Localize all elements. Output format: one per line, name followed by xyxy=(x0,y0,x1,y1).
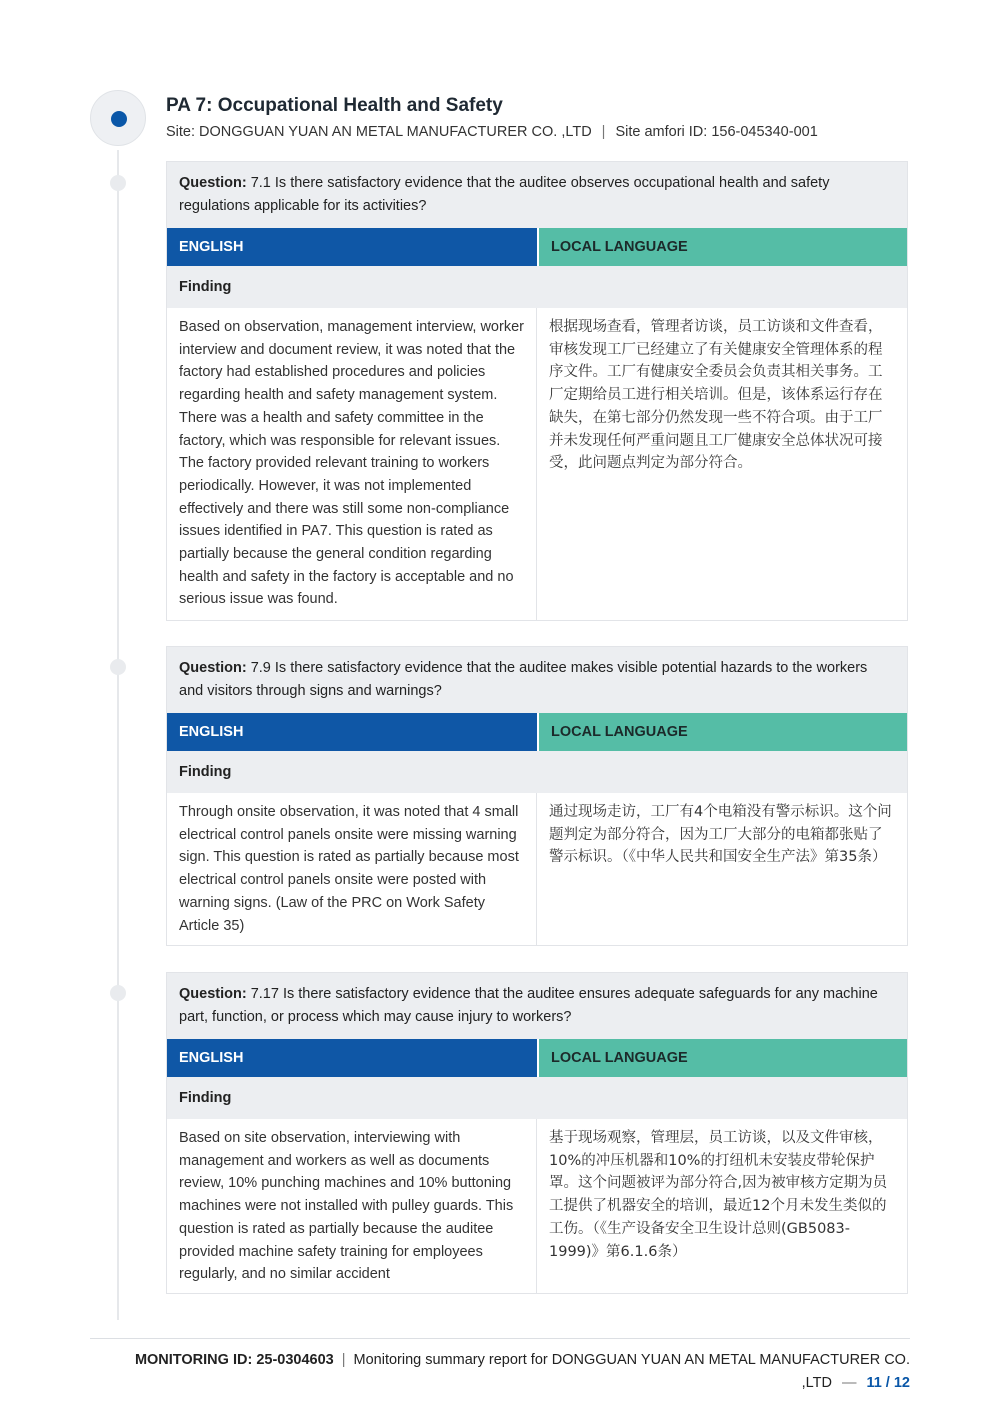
finding-english: Based on site observation, interviewing with management and workers as well as documents review, 10% punching machines and 10% buttoning machines were not installed with pulley guards. This question is rated as partially because the auditee provided machine safety training for employees regularly, and no similar accident xyxy=(167,1119,537,1293)
finding-local: 通过现场走访，工厂有4个电箱没有警示标识。这个问题判定为部分符合，因为工厂大部分的电箱都张贴了警示标识。（《中华人民共和国安全生产法》第35条） xyxy=(549,804,892,866)
timeline-line xyxy=(117,150,119,1320)
english-header: ENGLISH xyxy=(167,228,537,266)
finding-english: Based on observation, management interview, worker interview and document review, it was noted that the factory had established procedures and policies regarding health and safety management system. There was a health and safety committee in the factory, which was responsible for relevant issues. The factory provided relevant training to workers periodically. However, it was not implemented effectively and there was still some non-compliance issues identified in PA7. This question is rated as partially because the general condition regarding health and safety in the factory is acceptable and no serious issue was found. xyxy=(167,308,537,620)
question-block xyxy=(166,161,908,621)
finding-label: Finding xyxy=(167,751,907,793)
timeline-dot xyxy=(110,985,126,1001)
footer-divider xyxy=(90,1338,910,1339)
question-block xyxy=(166,646,908,946)
english-header: ENGLISH xyxy=(167,713,537,751)
finding-label: Finding xyxy=(167,266,907,308)
site-info: Site: DONGGUAN YUAN AN METAL MANUFACTURER CO. ,LTD | Site amfori ID: 156-045340-001 xyxy=(166,124,818,140)
timeline-dot xyxy=(110,175,126,191)
report-description-cont: ,LTD xyxy=(801,1375,832,1391)
page-footer: MONITORING ID: 25-0304603 | Monitoring summary report for DONGGUAN YUAN AN METAL MANUFACTURER CO. ,LTD — 11 / 12 xyxy=(134,1352,910,1391)
english-header: ENGLISH xyxy=(167,1039,537,1077)
local-language-header: LOCAL LANGUAGE xyxy=(537,713,907,751)
page-title: PA 7: Occupational Health and Safety xyxy=(166,95,503,116)
monitoring-id: MONITORING ID: 25-0304603 xyxy=(134,1352,334,1368)
question-block xyxy=(166,972,908,1294)
question-text: Question: 7.1 Is there satisfactory evidence that the auditee observes occupational health and safety regulations applicable for its activities? xyxy=(167,162,907,228)
question-text: Question: 7.17 Is there satisfactory evidence that the auditee ensures adequate safeguards for any machine part, function, or process which may cause injury to workers? xyxy=(167,973,907,1039)
report-description: Monitoring summary report for DONGGUAN YUAN AN METAL MANUFACTURER CO. xyxy=(353,1352,910,1368)
finding-local: 基于现场观察，管理层，员工访谈，以及文件审核，10%的冲压机器和10%的打纽机未安装皮带轮保护罩。这个问题被评为部分符合,因为被审核方定期为员工提供了机器安全的培训，最近12个月未发生类似的工伤。（《生产设备安全卫生设计总则(GB5083-1999)》第6.1.6条） xyxy=(549,1130,888,1260)
local-language-header: LOCAL LANGUAGE xyxy=(537,1039,907,1077)
timeline-dot xyxy=(110,659,126,675)
section-marker-icon xyxy=(90,90,146,146)
question-text: Question: 7.9 Is there satisfactory evidence that the auditee makes visible potential hazards to the workers and visitors through signs and warnings? xyxy=(167,647,907,713)
finding-english: Through onsite observation, it was noted that 4 small electrical control panels onsite were missing warning sign. This question is rated as partially because most electrical control panels onsite were posted with warning signs. (Law of the PRC on Work Safety Article 35) xyxy=(167,793,537,945)
site-amfori-id: Site amfori ID: 156-045340-001 xyxy=(615,124,818,140)
local-language-header: LOCAL LANGUAGE xyxy=(537,228,907,266)
finding-local: 根据现场查看，管理者访谈，员工访谈和文件查看，审核发现工厂已经建立了有关健康安全管理体系的程序文件。工厂有健康安全委员会负责其相关事务。工厂定期给员工进行相关培训。但是，该体系运行存在缺失，在第七部分仍然发现一些不符合项。由于工厂并未发现任何严重问题且工厂健康安全总体状况可接受，此问题点判定为部分符合。 xyxy=(549,319,883,472)
finding-label: Finding xyxy=(167,1077,907,1119)
site-name: Site: DONGGUAN YUAN AN METAL MANUFACTURER CO. ,LTD xyxy=(166,124,592,140)
page-number: 11 / 12 xyxy=(866,1375,910,1391)
